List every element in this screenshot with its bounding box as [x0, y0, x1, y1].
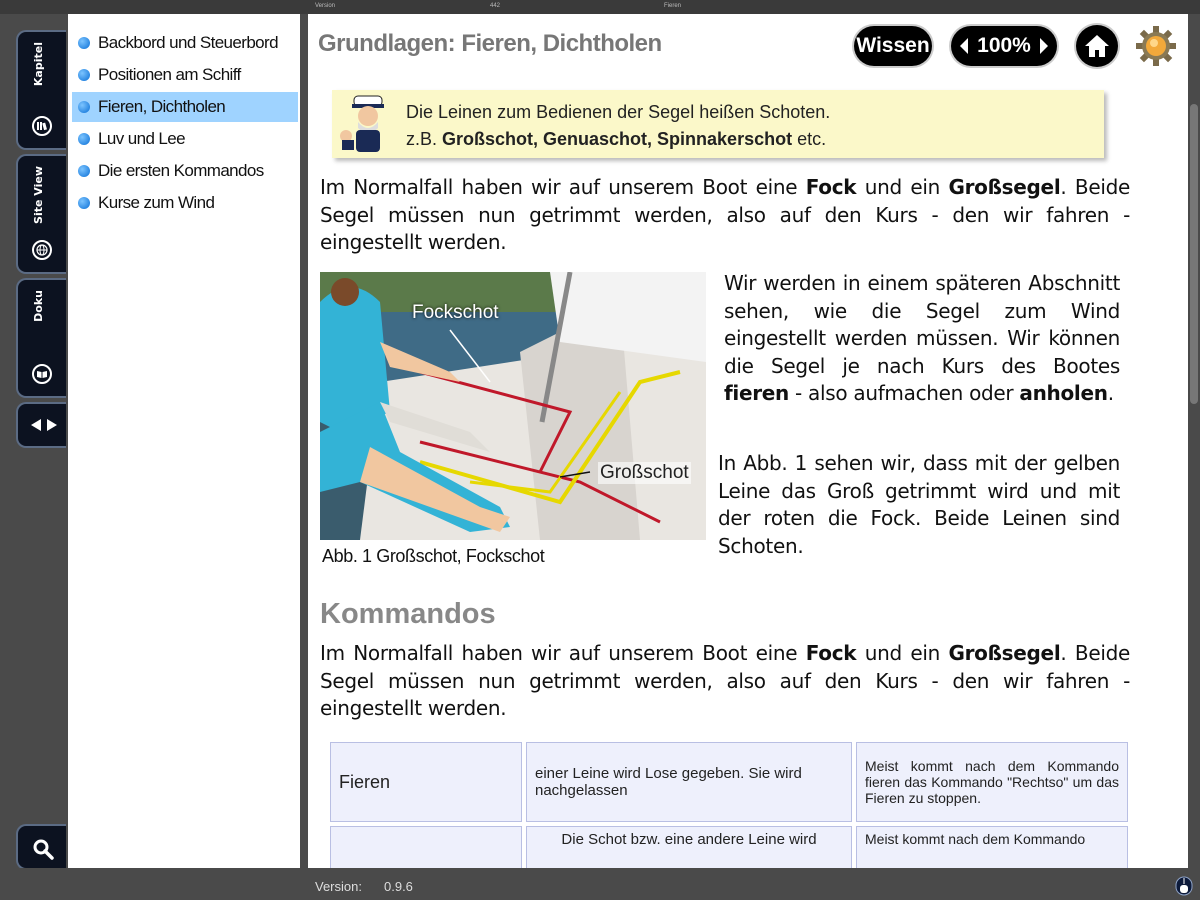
toc-item-kommandos[interactable]: [72, 156, 298, 186]
table-cell: Meist kommt nach dem Kommando: [856, 826, 1128, 868]
side-paragraph-2: In Abb. 1 sehen wir, dass mit der gelben Leine das Groß getrimmt wird und mit der roten die Fock. Beide Leinen sind Schoten.: [718, 451, 1120, 558]
tab-doku[interactable]: [16, 278, 66, 398]
note-line-2: [406, 129, 826, 150]
tab-site-view-label: Site View: [32, 166, 45, 224]
book-icon: [32, 364, 52, 384]
status-bar: [0, 868, 1200, 900]
toc-item-label: Backbord und Steuerbord: [98, 33, 278, 52]
book-stack-icon: [32, 116, 52, 136]
figure-caption: Abb. 1 Großschot, Fockschot: [322, 546, 545, 566]
toc-item-kurse[interactable]: [72, 188, 298, 218]
toc-item-label: Luv und Lee: [98, 129, 185, 148]
figure-label-fockschot: Fockschot: [412, 302, 499, 323]
table-row: [330, 826, 1128, 868]
topbar-left: Version: [315, 3, 336, 9]
info-note: [332, 90, 1104, 158]
table-row: [330, 742, 1128, 822]
version-value: 0.9.6: [384, 879, 413, 894]
side-paragraph-1: Wir werden in einem späteren Abschnitt sehen, wie die Segel zum Wind eingestellt werden müssen. Wir können die Segel je nach Kurs des Bootes fieren - also aufmachen oder anholen.: [724, 271, 1120, 405]
toc-item-label: Positionen am Schiff: [98, 65, 241, 84]
table-cell: Fieren: [330, 742, 522, 822]
version-label: Version:: [315, 879, 362, 894]
bullet-icon: [78, 197, 90, 209]
bullet-icon: [78, 165, 90, 177]
scrollbar-thumb[interactable]: [1190, 104, 1198, 404]
section-heading: Kommandos: [320, 598, 496, 630]
toc-item-positionen[interactable]: [72, 60, 298, 90]
note-prefix: z.B.: [406, 129, 443, 149]
zoom-out-arrow-icon[interactable]: [959, 37, 969, 55]
tab-doku-label: Doku: [32, 290, 45, 322]
bullet-icon: [78, 69, 90, 81]
left-right-arrows-icon: [30, 418, 58, 432]
tab-kapitel-label: Kapitel: [32, 42, 45, 87]
table-cell: Die Schot bzw. eine andere Leine wird: [526, 826, 852, 868]
bullet-icon: [78, 37, 90, 49]
tab-kapitel[interactable]: [16, 30, 66, 150]
top-status-strip: [0, 0, 1200, 14]
table-cell: Meist kommt nach dem Kommando fieren das Kommando "Rechtso" um das Fieren zu stoppen.: [856, 742, 1128, 822]
bullet-icon: [78, 133, 90, 145]
scroll-track[interactable]: [1188, 14, 1200, 868]
gear-icon: [1135, 25, 1177, 67]
intro-paragraph: Im Normalfall haben wir auf unserem Boot eine Fock und ein Großsegel. Beide Segel müssen nun getrimmt werden, also auf den Kurs - den wir fahren - eingestellt werden.: [320, 175, 1130, 254]
toc-item-label: Die ersten Kommandos: [98, 161, 264, 180]
toc-item-label: Kurse zum Wind: [98, 193, 215, 212]
toc-item-fieren[interactable]: [72, 92, 298, 122]
kommandos-paragraph: Im Normalfall haben wir auf unserem Boot eine Fock und ein Großsegel. Beide Segel müssen nun getrimmt werden, also auf den Kurs - den wir fahren - eingestellt werden.: [320, 641, 1130, 720]
sailor-mascot-icon: [338, 92, 398, 158]
zoom-level: 100%: [977, 34, 1031, 57]
mouse-icon[interactable]: [1175, 876, 1193, 896]
note-bold: Großschot, Genuaschot, Spinnakerschot: [442, 129, 793, 149]
settings-button[interactable]: [1135, 25, 1177, 67]
sailing-boat-image: [320, 272, 706, 540]
figure-label-grossschot: Großschot: [600, 462, 689, 483]
toc-item-luv-lee[interactable]: [72, 124, 298, 154]
note-suffix: etc.: [792, 129, 827, 149]
search-button[interactable]: [16, 824, 66, 870]
table-cell: [330, 826, 522, 868]
toc-item-backbord[interactable]: [72, 28, 298, 58]
page-title: Grundlagen: Fieren, Dichtholen: [318, 30, 662, 57]
sidebar-tabs: [0, 14, 68, 870]
globe-icon: [32, 240, 52, 260]
note-line-1: Die Leinen zum Bedienen der Segel heißen Schoten.: [406, 102, 831, 122]
tab-site-view[interactable]: [16, 154, 66, 274]
content-page: [308, 14, 1189, 868]
toc-item-label: Fieren, Dichtholen: [98, 97, 226, 116]
home-icon: [1084, 33, 1110, 59]
bullet-icon: [78, 101, 90, 113]
commands-table: [326, 738, 1132, 868]
wissen-button[interactable]: Wissen: [854, 26, 932, 66]
toggle-arrows-button[interactable]: [16, 402, 66, 448]
table-of-contents: [68, 14, 300, 868]
figure-image: [320, 272, 706, 540]
zoom-control: [951, 26, 1057, 66]
topbar-mid: 442: [490, 3, 501, 9]
topbar-right: Fieren: [664, 3, 682, 9]
home-button[interactable]: [1076, 25, 1118, 67]
search-icon: [32, 838, 54, 860]
zoom-in-arrow-icon[interactable]: [1039, 37, 1049, 55]
table-cell: einer Leine wird Lose gegeben. Sie wird nachgelassen: [526, 742, 852, 822]
